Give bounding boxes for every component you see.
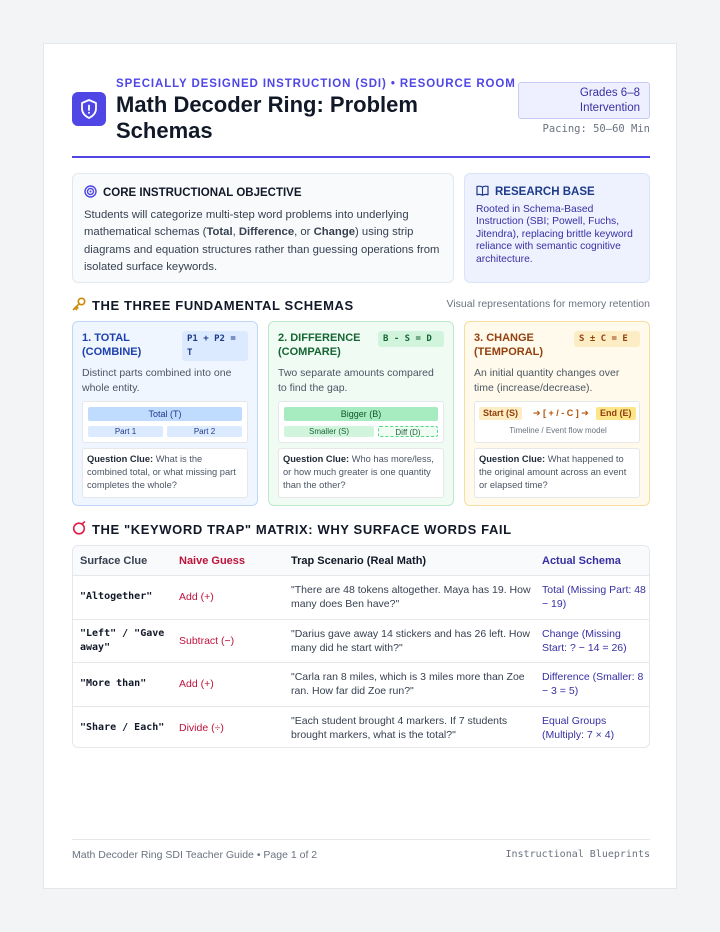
grades-range: Grades 6–8 (579, 87, 640, 99)
alert-icon (72, 521, 86, 538)
schema-card-total (72, 321, 258, 506)
actual-schema: Equal Groups (Multiply: 7 × 4) (542, 715, 615, 741)
naive-guess: Divide (÷) (179, 722, 224, 734)
footer-left: Math Decoder Ring SDI Teacher Guide • Page 1 of 2 (72, 849, 318, 861)
surface-clue: "Left" / "Gave away" (80, 628, 165, 653)
table-row (73, 575, 650, 619)
naive-guess: Subtract (−) (179, 635, 235, 647)
objective-text: Students will categorize multi-step word problems into underlying mathematical schemas (Total, Difference, or Change) using strip diagrams and equation structures rather than guessing operations from isolated surface keywords. (84, 209, 440, 273)
target-icon (84, 185, 97, 201)
table-header (73, 546, 650, 575)
schema-desc: An initial quantity changes over time (increase/decrease). (474, 367, 620, 394)
schemas-note: Visual representations for memory retention (446, 298, 650, 310)
surface-clue: "Altogether" (80, 591, 153, 602)
naive-guess: Add (+) (179, 591, 214, 603)
grades-badge (518, 82, 650, 119)
footer (72, 839, 650, 869)
column-header: Surface Clue (80, 555, 148, 567)
research-heading: RESEARCH BASE (495, 186, 595, 198)
surface-clue: "Share / Each" (80, 722, 165, 733)
column-header: Naive Guess (179, 555, 246, 567)
strip-total: Total (T) (88, 407, 242, 421)
grades-type: Intervention (579, 102, 640, 114)
schema-name: 2. DIFFERENCE (COMPARE) (278, 332, 361, 358)
objective-heading: CORE INSTRUCTIONAL OBJECTIVE (103, 187, 302, 199)
column-header: Trap Scenario (Real Math) (291, 555, 427, 567)
research-text: Rooted in Schema-Based Instruction (SBI; Powell, Fuchs, Jitendra), replacing brittle keyword reliance with semantic cognitive architecture. (476, 204, 633, 265)
timeline-end: End (E) (596, 407, 636, 420)
strip-diagram-total (82, 401, 248, 443)
schema-card-change (464, 321, 650, 506)
trap-scenario: "Carla ran 8 miles, which is 3 miles more than Zoe ran. How far did Zoe run?" (291, 671, 525, 697)
schema-formula: B - S = D (378, 331, 444, 347)
question-clue: Question Clue: What is the combined total, or what missing part completes the whole? (82, 448, 248, 498)
table-row (73, 619, 650, 662)
header (72, 76, 650, 158)
schema-formula: S ± C = E (574, 331, 640, 347)
schema-card-difference (268, 321, 454, 506)
column-header: Actual Schema (542, 555, 621, 567)
table-row (73, 706, 650, 748)
strip-smaller: Smaller (S) (284, 426, 374, 437)
strip-bigger: Bigger (B) (284, 407, 438, 421)
page-title: Math Decoder Ring: Problem Schemas (116, 92, 418, 143)
question-clue: Question Clue: Who has more/less, or how much greater is one quantity than the other? (278, 448, 444, 498)
trap-section-heading: THE "KEYWORD TRAP" MATRIX: WHY SURFACE WORDS FAIL (72, 520, 650, 538)
schema-desc: Two separate amounts compared to find the gap. (278, 367, 434, 394)
schemas-section-heading: THE THREE FUNDAMENTAL SCHEMAS Visual representations for memory retention (72, 296, 650, 314)
timeline-diagram-change (474, 401, 640, 443)
schema-name: 1. TOTAL (COMBINE) (82, 332, 142, 358)
schema-formula: P1 + P2 = T (182, 331, 248, 361)
trap-scenario: "Darius gave away 14 stickers and has 26 left. How many did he start with?" (291, 628, 530, 654)
schema-name: 3. CHANGE (TEMPORAL) (474, 332, 544, 358)
strip-diagram-difference (278, 401, 444, 443)
surface-clue: "More than" (80, 678, 147, 689)
timeline-change: ➔ [ + / - C ] ➔ (533, 408, 589, 418)
naive-guess: Add (+) (179, 678, 214, 690)
strip-diff: Diff (D) (378, 426, 438, 437)
actual-schema: Change (Missing Start: ? − 14 = 26) (542, 628, 627, 654)
shield-icon (72, 92, 106, 126)
actual-schema: Difference (Smaller: 8 − 3 = 5) (542, 671, 644, 697)
key-icon (72, 297, 86, 314)
strip-part-2: Part 2 (167, 426, 242, 437)
strip-part-1: Part 1 (88, 426, 163, 437)
objective-box (72, 173, 454, 283)
actual-schema: Total (Missing Part: 48 − 19) (542, 584, 646, 610)
research-box (464, 173, 650, 283)
trap-scenario: "Each student brought 4 markers. If 7 students brought markers, what is the total?" (291, 715, 508, 741)
book-open-icon (476, 185, 489, 199)
timeline-start: Start (S) (479, 407, 522, 420)
footer-right: Instructional Blueprints (505, 849, 650, 860)
pacing: Pacing: 50–60 Min (542, 123, 650, 135)
trap-scenario: "There are 48 tokens altogether. Maya has 19. How many does Ben have?" (291, 584, 531, 610)
eyebrow: SPECIALLY DESIGNED INSTRUCTION (SDI) • RESOURCE ROOM (116, 78, 516, 90)
table-row (73, 662, 650, 706)
page (43, 43, 677, 889)
question-clue: Question Clue: What happened to the original amount across an event or elapsed time? (474, 448, 640, 498)
schema-desc: Distinct parts combined into one whole entity. (82, 367, 232, 394)
keyword-trap-table (72, 545, 650, 748)
timeline-caption: Timeline / Event flow model (509, 426, 607, 435)
